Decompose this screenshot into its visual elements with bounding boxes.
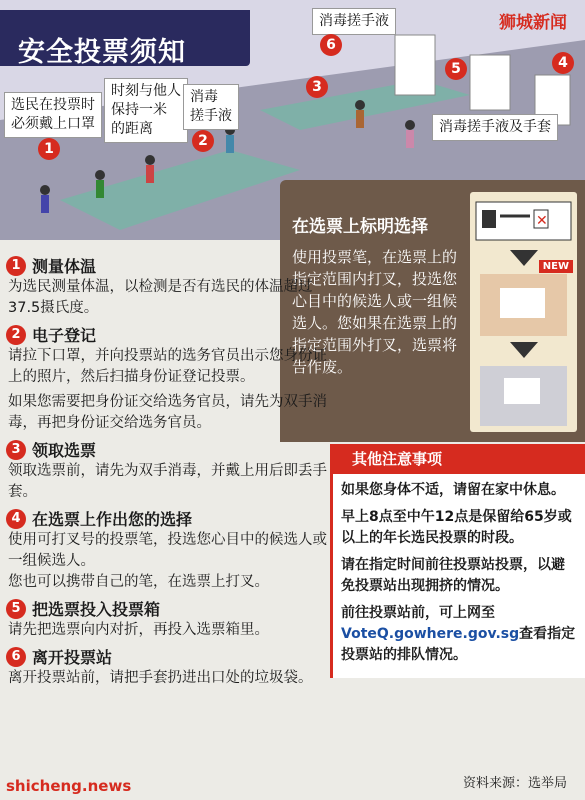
step-2-number: 2: [6, 325, 26, 345]
step-4-title: 在选票上作出您的选择: [32, 510, 193, 529]
note-item: 如果您身体不适，请留在家中休息。: [341, 482, 565, 498]
step-1-title: 测量体温: [32, 257, 97, 276]
badge-5: 5: [445, 58, 467, 80]
step-2-text-extra: 如果您需要把身份证交给选务官员，请先为双手消毒，再把身份证交给选务官员。: [8, 394, 327, 431]
watermark: shicheng.news: [6, 777, 132, 795]
label-distance: 时刻与他人 保持一米 的距离: [104, 78, 188, 143]
step-4-text-extra: 您也可以携带自己的笔，在选票上打叉。: [8, 574, 269, 590]
voteq-link[interactable]: VoteQ.gowhere.gov.sg: [341, 626, 520, 642]
brand-logo: 狮城新闻: [499, 13, 567, 33]
ballot-text: 使用投票笔，在选票上的指定范围内打叉，投选您心目中的候选人或一组候选人。您如果在选票上的指定范围外打叉，选票将告作废。: [292, 248, 458, 376]
label-sanitize-gloves: 消毒搓手液及手套: [432, 114, 558, 141]
badge-4: 4: [552, 52, 574, 74]
step-1-heading: [6, 254, 336, 277]
note-item: 请在指定时间前往投票站投票，以避免投票站出现拥挤的情况。: [341, 557, 565, 594]
notes-body: [330, 474, 585, 678]
step-6-title: 离开投票站: [32, 648, 113, 667]
step-4-text: 使用可打叉号的投票笔，投选您心目中的候选人或一组候选人。: [8, 532, 327, 569]
svg-text:✕: ✕: [536, 213, 548, 229]
step-1-text: 为选民测量体温，以检测是否有选民的体温超过37.5摄氏度。: [8, 279, 313, 316]
step-5-heading: [6, 597, 336, 620]
label-sanitize-6: 消毒搓手液: [312, 8, 396, 35]
step-3-text: 领取选票前，请先为双手消毒，并戴上用后即丢手套。: [8, 463, 327, 500]
note-item: 早上8点至中午12点是保留给65岁或以上的年长选民投票的时段。: [341, 509, 572, 546]
ballot-title: 在选票上标明选择: [292, 217, 428, 237]
badge-2: 2: [192, 130, 214, 152]
badge-3: 3: [306, 76, 328, 98]
badge-6: 6: [320, 34, 342, 56]
steps-list: [6, 250, 336, 689]
notes-panel: [330, 444, 585, 678]
step-1-number: 1: [6, 256, 26, 276]
step-3-title: 领取选票: [32, 441, 97, 460]
ballot-illustration: [470, 192, 577, 432]
source-note: 资料来源：选举局: [462, 776, 567, 791]
step-6-number: 6: [6, 647, 26, 667]
page-title: 安全投票须知: [18, 37, 186, 68]
label-sanitize: 消毒 搓手液: [183, 84, 239, 130]
step-5-number: 5: [6, 599, 26, 619]
step-2-heading: [6, 323, 336, 346]
label-mask: 选民在投票时 必须戴上口罩: [4, 92, 102, 138]
step-5-title: 把选票投入投票箱: [32, 600, 161, 619]
notes-title: 其他注意事项: [330, 444, 585, 474]
step-6-heading: [6, 645, 336, 668]
badge-1: 1: [38, 138, 60, 160]
step-5-text: 请先把选票向内对折，再投入选票箱里。: [8, 622, 269, 638]
step-4-number: 4: [6, 509, 26, 529]
title-banner: [0, 10, 250, 66]
step-4-heading: [6, 507, 336, 530]
step-3-heading: [6, 438, 336, 461]
step-6-text: 离开投票站前，请把手套扔进出口处的垃圾袋。: [8, 670, 313, 686]
note-item-link: 前往投票站前，可上网至VoteQ.gowhere.gov.sg查看指定投票站的排队情况。: [341, 605, 576, 663]
step-2-text: 请拉下口罩，并向投票站的选务官员出示您身份证上的照片，然后扫描身份证登记投票。: [8, 348, 327, 385]
step-3-number: 3: [6, 440, 26, 460]
new-tag: NEW: [539, 260, 573, 273]
step-2-title: 电子登记: [32, 326, 97, 345]
